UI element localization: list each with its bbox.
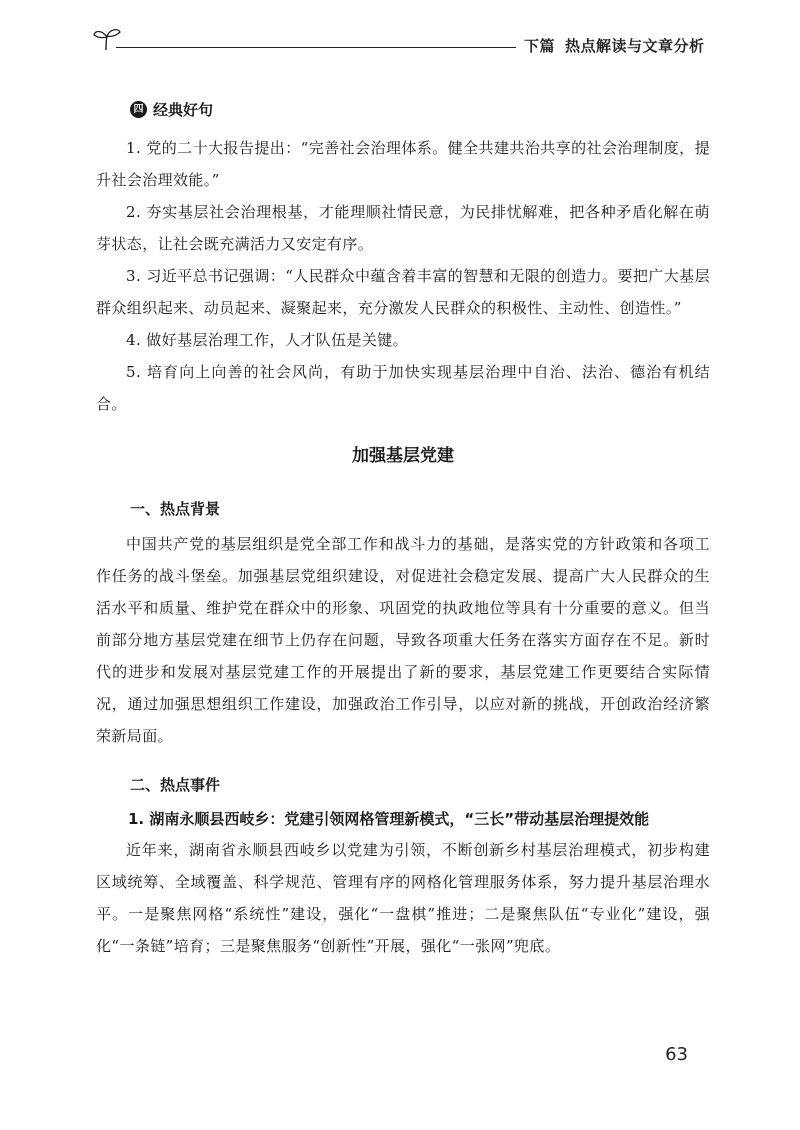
header-section-title [524,35,705,56]
quote-item: 2. 夯实基层社会治理根基，才能理顺社情民意，为民排忧解难，把各种矛盾化解在萌芽状态，让社会既充满活力又安定有序。 [96,203,710,253]
quote-item: 3. 习近平总书记强调：“人民群众中蕴含着丰富的智慧和无限的创造力。要把广大基层群众组织起来、动员起来、凝聚起来，充分激发人民群众的积极性、主动性、创造性。” [96,267,710,317]
page-number: 63 [665,1044,688,1065]
background-heading: 一、热点背景 [130,500,221,518]
classic-quotes-title: 经典好句 [153,100,214,119]
background-paragraph: 中国共产党的基层组织是党全部工作和战斗力的基础，是落实党的方针政策和各项工作任务的战斗堡垒。加强基层党组织建设，对促进社会稳定发展、提高广大人民群众的生活水平和质量、维护党在群众中的形象、巩固党的执政地位等具有十分重要的意义。但当前部分地方基层党建在细节上仍存在问题，导致各项重大任务在落实方面存在不足。新时代的进步和发展对基层党建工作的开展提出了新的要求，基层党建工作更要结合实际情况，通过加强思想组织工作建设，加强政治工作引导，以应对新的挑战，开创政治经济繁荣新局面。 [96,535,710,745]
quote-item: 5. 培育向上向善的社会风尚，有助于加快实现基层治理中自治、法治、德治有机结合。 [96,363,710,413]
quote-item: 4. 做好基层治理工作，人才队伍是关键。 [126,331,409,349]
article-title: 加强基层党建 [352,446,454,466]
quote-item: 1. 党的二十大报告提出：“完善社会治理体系。健全共建共治共享的社会治理制度，提升社会治理效能。” [96,139,710,189]
page-content [96,96,710,962]
running-header [92,26,710,60]
classic-quotes-heading [130,96,710,122]
header-rule [116,47,516,48]
event-paragraph: 近年来，湖南省永顺县西岐乡以党建为引领，不断创新乡村基层治理模式，初步构建区域统筹、全域覆盖、科学规范、管理有序的网格化管理服务体系，努力提升基层治理水平。一是聚焦网格“系统性”建设，强化“一盘棋”推进；二是聚焦队伍“专业化”建设，强化“一条链”培育；三是聚焦服务“创新性”开展，强化“一张网”兜底。 [96,841,710,955]
section-number-badge: 四 [130,101,147,118]
events-heading: 二、热点事件 [130,776,221,794]
header-title: 热点解读与文章分析 [565,37,705,55]
event-item-title: 1. 湖南永顺县西岐乡：党建引领网格管理新模式，“三长”带动基层治理提效能 [128,810,650,828]
header-part: 下篇 [524,37,556,55]
sprout-icon [92,26,122,54]
